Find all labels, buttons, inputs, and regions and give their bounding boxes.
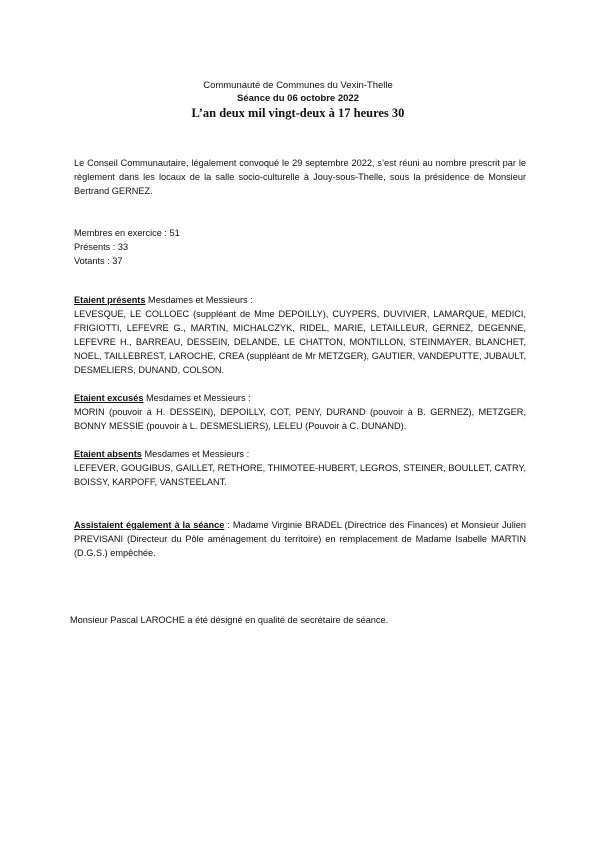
presents-suffix: Mesdames et Messieurs : <box>145 295 253 305</box>
present-count: Présents : 33 <box>74 242 129 252</box>
session-time: L’an deux mil vingt-deux à 17 heures 30 <box>191 106 405 120</box>
excuses-suffix: Mesdames et Messieurs : <box>143 393 251 403</box>
presents-list: LEVESQUE, LE COLLOEC (suppléant de Mme DEPOILLY), CUYPERS, DUVIVIER, LAMARQUE, MEDICI, FRIGIOTTI, LEFEVRE G., MARTIN, MICHALCZYK, RIDEL, MARIE, LETAILLEUR, GERNEZ, DEGENNE, LEFEVRE H., BARREAU, DESSEIN, DELANDE, LE CHATTON, MONTILLON, STEINMAYER, BLANCHET, NOEL, TAILLEBREST, LAROCHE, CREA (suppléant de Mr METZGER), GAUTIER, VANDEPUTTE, JUBAULT, DESMELIERS, DUNAND, COLSON. <box>74 309 526 375</box>
excuses-heading-line <box>74 391 526 405</box>
absents-list: LEFEVER, GOUGIBUS, GAILLET, RETHORE, THIMOTEE-HUBERT, LEGROS, STEINER, BOULLET, CATRY, BOISSY, KARPOFF, VANSTEELANT. <box>74 463 526 487</box>
presents-heading: Etaient présents <box>74 295 146 305</box>
assistaient-heading: Assistaient également à la séance <box>74 520 225 530</box>
members-count: Membres en exercice : 51 <box>74 228 180 238</box>
excuses-heading: Etaient excusés <box>74 393 144 403</box>
absents-heading-line <box>74 447 526 461</box>
voters-count: Votants : 37 <box>74 256 123 266</box>
assistaient-text: : Madame Virginie BRADEL (Directrice des Finances) et Monsieur Julien PREVISANI (Directeur du Pôle aménagement du territoire) en remplacement de Madame Isabelle MARTIN (D.G.S.) empêchée. <box>74 520 527 558</box>
intro-paragraph: Le Conseil Communautaire, légalement convoqué le 29 septembre 2022, s’est réuni au nombre prescrit par le règlement dans les locaux de la salle socio-culturelle à Jouy-sous-Thelle, sous la présidence de Monsieur Bertrand GERNEZ. <box>74 158 526 196</box>
absents-heading: Etaient absents <box>74 449 142 459</box>
organization-title: Communauté de Communes du Vexin-Thelle <box>203 80 393 91</box>
excuses-list: MORIN (pouvoir à H. DESSEIN), DEPOILLY, COT, PENY, DURAND (pouvoir à B. GERNEZ), METZGER, BONNY MESSIE (pouvoir à L. DESMESLIERS), LELEU (Pouvoir à C. DUNAND). <box>74 407 526 431</box>
secretary-statement: Monsieur Pascal LAROCHE a été désigné en qualité de secrétaire de séance. <box>70 615 389 625</box>
assistaient-paragraph <box>74 518 526 560</box>
counts-block <box>74 226 526 268</box>
absents-suffix: Mesdames et Messieurs : <box>141 449 250 459</box>
session-date: Séance du 06 octobre 2022 <box>237 93 359 104</box>
presents-heading-line <box>74 293 526 307</box>
